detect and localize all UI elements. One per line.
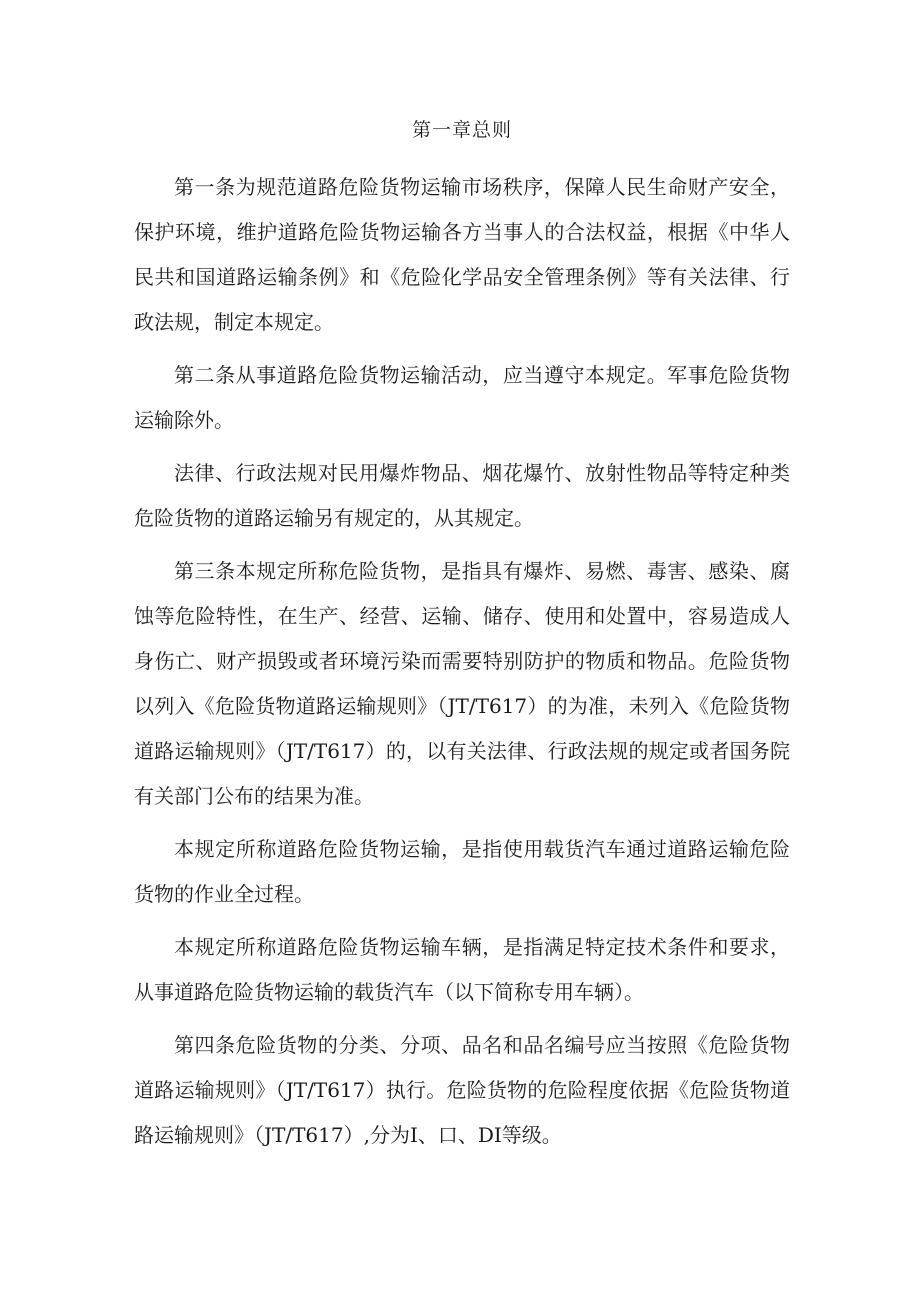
document-body — [134, 110, 790, 1166]
paragraph-article-1: 第一条为规范道路危险货物运输市场秩序，保障人民生命财产安全，保护环境，维护道路危险货物运输各方当事人的合法权益，根据《中华人民共和国道路运输条例》和《危险化学品安全管理条例》等有关法律、行政法规，制定本规定。 — [134, 175, 790, 334]
paragraph-article-2-exception: 法律、行政法规对民用爆炸物品、烟花爆竹、放射性物品等特定种类危险货物的道路运输另有规定的，从其规定。 — [134, 461, 790, 530]
paragraph-article-3-transport-definition: 本规定所称道路危险货物运输，是指使用载货汽车通过道路运输危险货物的作业全过程。 — [134, 837, 790, 906]
paragraph-article-3-vehicle-definition: 本规定所称道路危险货物运输车辆，是指满足特定技术条件和要求，从事道路危险货物运输的载货汽车（以下简称专用车辆）。 — [134, 935, 790, 1004]
chapter-title: 第一章总则 — [411, 119, 512, 141]
paragraph-article-4: 第四条危险货物的分类、分项、品名和品名编号应当按照《危险货物道路运输规则》（JT/T617）执行。危险货物的危险程度依据《危险货物道路运输规则》（JT/T617）,分为I、口、DI等级。 — [134, 1033, 790, 1147]
paragraph-article-2: 第二条从事道路危险货物运输活动，应当遵守本规定。军事危险货物运输除外。 — [134, 363, 790, 432]
paragraph-article-3: 第三条本规定所称危险货物，是指具有爆炸、易燃、毒害、感染、腐蚀等危险特性，在生产、经营、运输、储存、使用和处置中，容易造成人身伤亡、财产损毁或者环境污染而需要特别防护的物质和物品。危险货物以列入《危险货物道路运输规则》（JT/T617）的为准，未列入《危险货物道路运输规则》（JT/T617）的，以有关法律、行政法规的规定或者国务院有关部门公布的结果为准。 — [134, 559, 790, 808]
